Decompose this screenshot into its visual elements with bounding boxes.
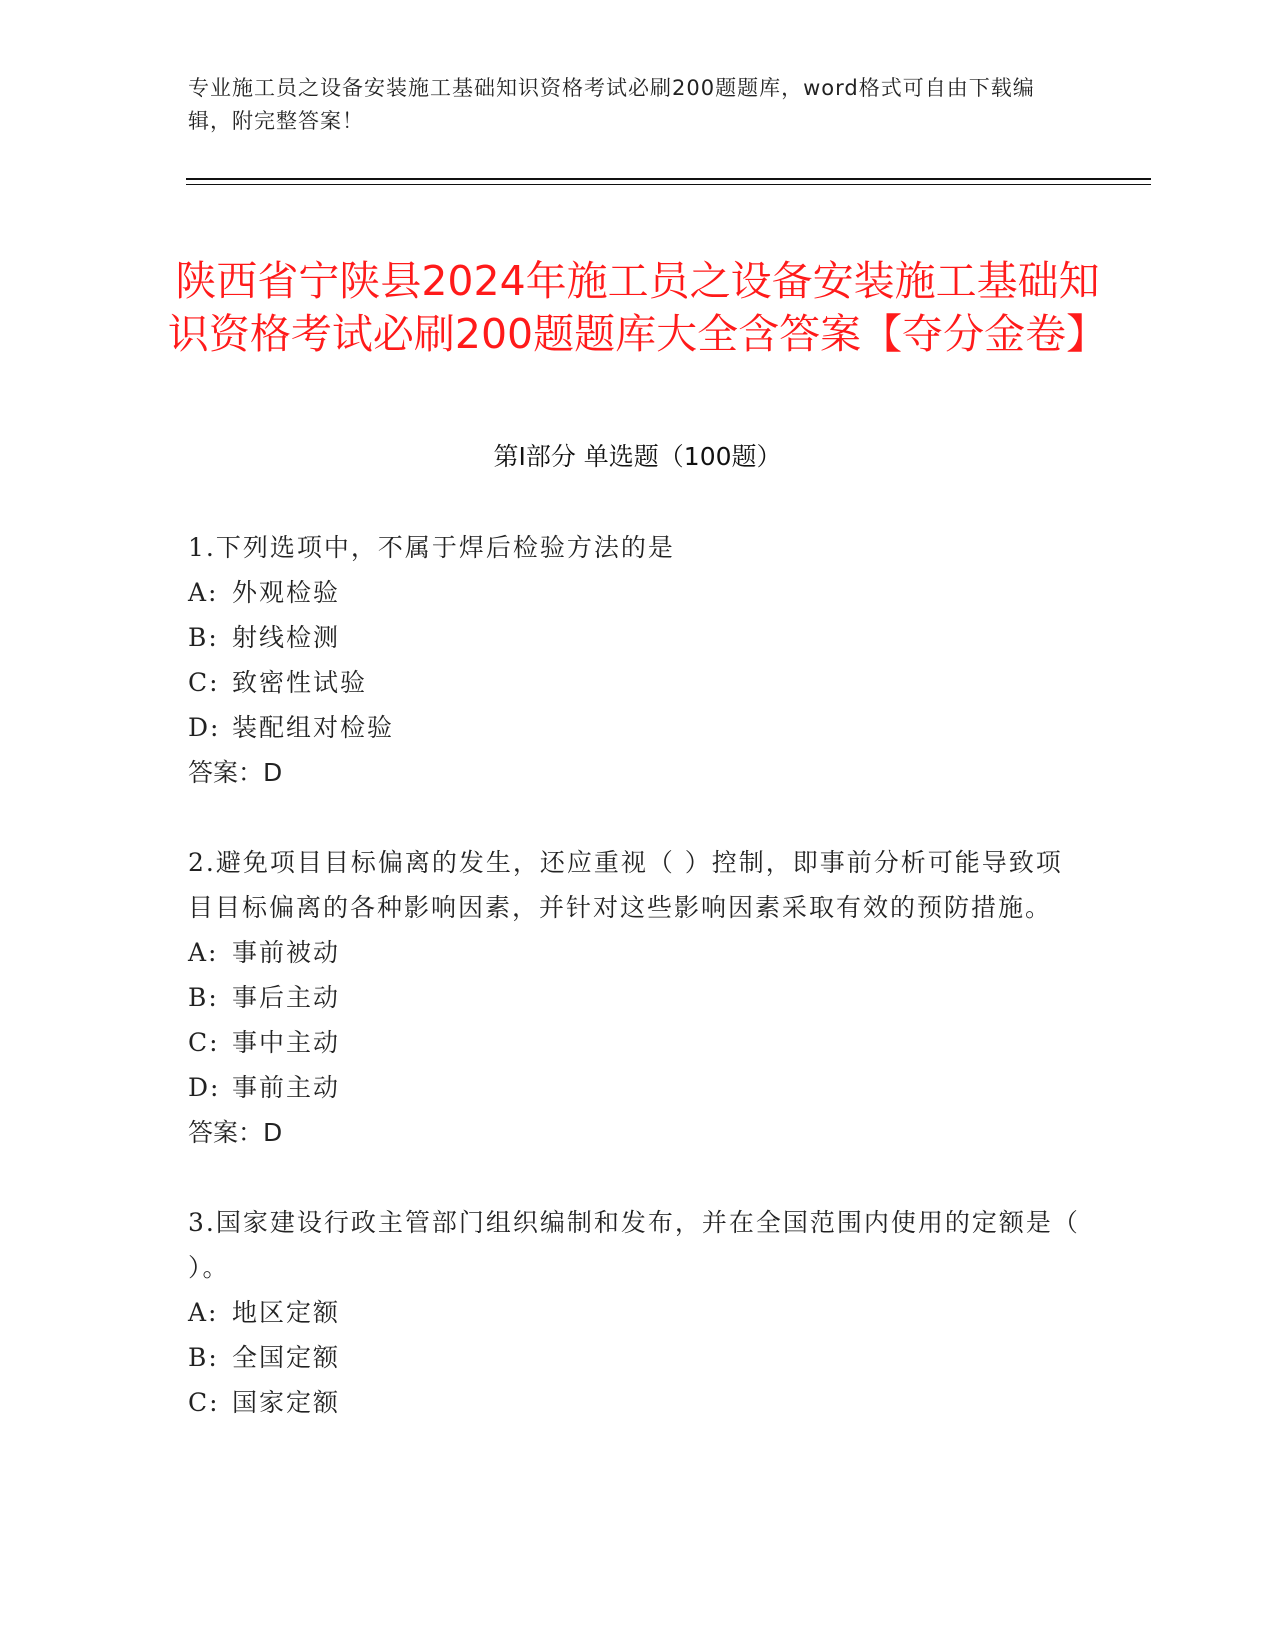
option-letter: C: [188, 668, 220, 697]
question-list [188, 525, 1088, 1470]
option-a [188, 930, 1088, 975]
option-c [188, 660, 1088, 705]
option-letter: B: [188, 983, 219, 1012]
option-d [188, 1065, 1088, 1110]
question-item [188, 840, 1088, 1155]
question-item [188, 525, 1088, 795]
header-rule-thick [186, 178, 1151, 180]
option-text: 装配组对检验 [232, 713, 395, 742]
question-text: 3.国家建设行政主管部门组织编制和发布，并在全国范围内使用的定额是（ ）。 [188, 1208, 1080, 1282]
option-letter: C: [188, 1028, 220, 1057]
option-a [188, 570, 1088, 615]
option-letter: A: [188, 578, 219, 607]
question-text: 1.下列选项中，不属于焊后检验方法的是 [188, 533, 675, 562]
option-a [188, 1290, 1088, 1335]
option-text: 全国定额 [232, 1343, 341, 1372]
option-text: 射线检测 [232, 623, 341, 652]
answer-line: 答案：D [188, 758, 283, 787]
option-b [188, 615, 1088, 660]
option-text: 事后主动 [232, 983, 341, 1012]
option-letter: B: [188, 1343, 219, 1372]
option-text: 事中主动 [232, 1028, 341, 1057]
option-text: 事前被动 [232, 938, 341, 967]
option-d [188, 705, 1088, 750]
option-b [188, 975, 1088, 1020]
option-letter: A: [188, 1298, 219, 1327]
option-text: 地区定额 [232, 1298, 341, 1327]
option-text: 国家定额 [232, 1388, 341, 1417]
section-heading: 第Ⅰ部分 单选题（100题） [493, 442, 782, 471]
option-text: 外观检验 [232, 578, 341, 607]
option-b [188, 1335, 1088, 1380]
document-title: 陕西省宁陕县2024年施工员之设备安装施工基础知识资格考试必刷200题题库大全含答案【夺分金卷】 [167, 257, 1108, 359]
option-letter: A: [188, 938, 219, 967]
option-c [188, 1020, 1088, 1065]
option-text: 致密性试验 [232, 668, 368, 697]
question-text: 2.避免项目目标偏离的发生，还应重视（ ）控制，即事前分析可能导致项目目标偏离的各种影响因素，并针对这些影响因素采取有效的预防措施。 [188, 848, 1063, 922]
option-c [188, 1380, 1088, 1425]
option-text: 事前主动 [232, 1073, 341, 1102]
answer-line: 答案：D [188, 1118, 283, 1147]
option-letter: D: [188, 1073, 221, 1102]
option-letter: B: [188, 623, 219, 652]
option-letter: D: [188, 713, 221, 742]
header-rule-thin [186, 184, 1151, 185]
header-note: 专业施工员之设备安装施工基础知识资格考试必刷200题题库，word格式可自由下载编辑，附完整答案！ [188, 76, 1035, 133]
option-letter: C: [188, 1388, 220, 1417]
question-item [188, 1200, 1088, 1425]
